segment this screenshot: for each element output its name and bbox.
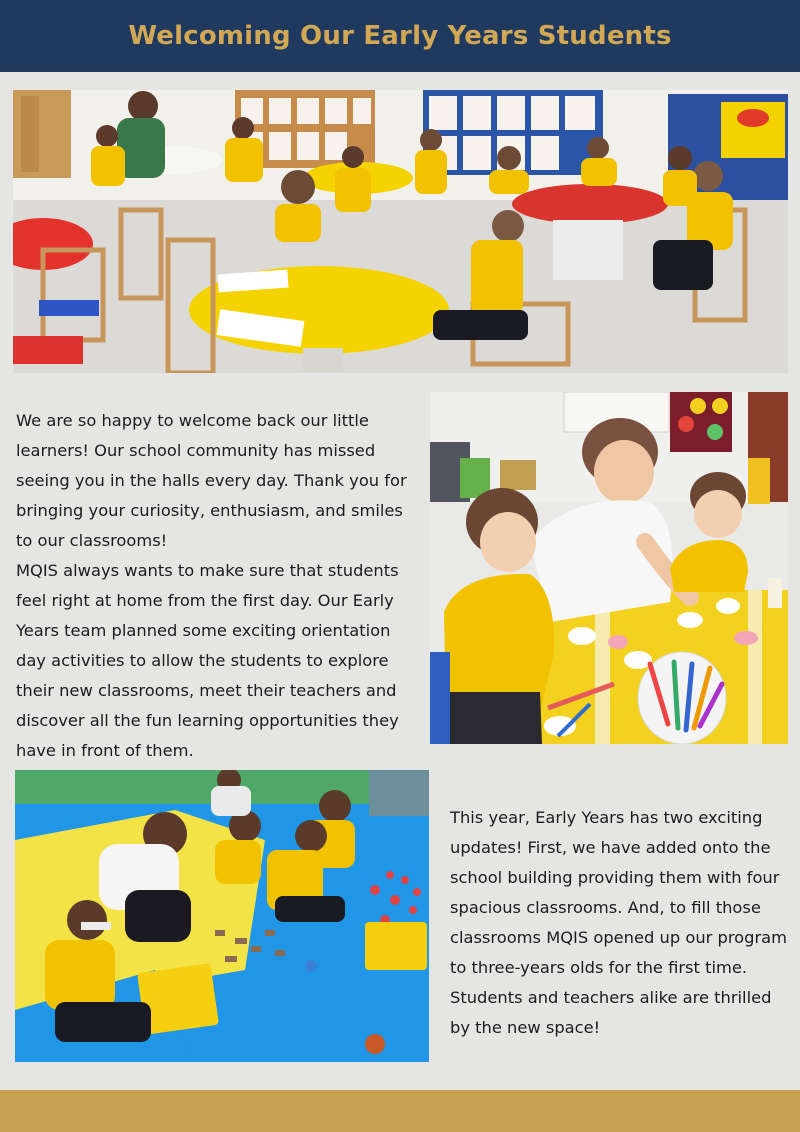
footer-bar <box>0 1090 800 1132</box>
intro-paragraph: We are so happy to welcome back our little learners! Our school community has missed seeing you in the halls every day. Thank you for bringing your curiosity, enthusiasm, and smiles to our classrooms! <box>16 411 407 550</box>
intro-text-block <box>16 406 416 766</box>
teacher-crafting-photo <box>430 392 788 744</box>
updates-paragraph: This year, Early Years has two exciting updates! First, we have added onto the school building providing them with four spacious classrooms. And, to fill those classrooms MQIS opened up our program to three-years olds for the first time. Students and teachers alike are thrilled by the new space! <box>450 808 788 1037</box>
classroom-tables-photo <box>13 90 788 373</box>
updates-text-block <box>450 803 790 1043</box>
page-title: Welcoming Our Early Years Students <box>128 21 672 51</box>
header-banner <box>0 0 800 72</box>
orientation-paragraph: MQIS always wants to make sure that students feel right at home from the first day. Our Early Years team planned some exciting orientation day activities to allow the students to explore their new classrooms, meet their teachers and discover all the fun learning opportunities they have in front of them. <box>16 561 399 760</box>
play-mat-photo <box>15 770 429 1062</box>
